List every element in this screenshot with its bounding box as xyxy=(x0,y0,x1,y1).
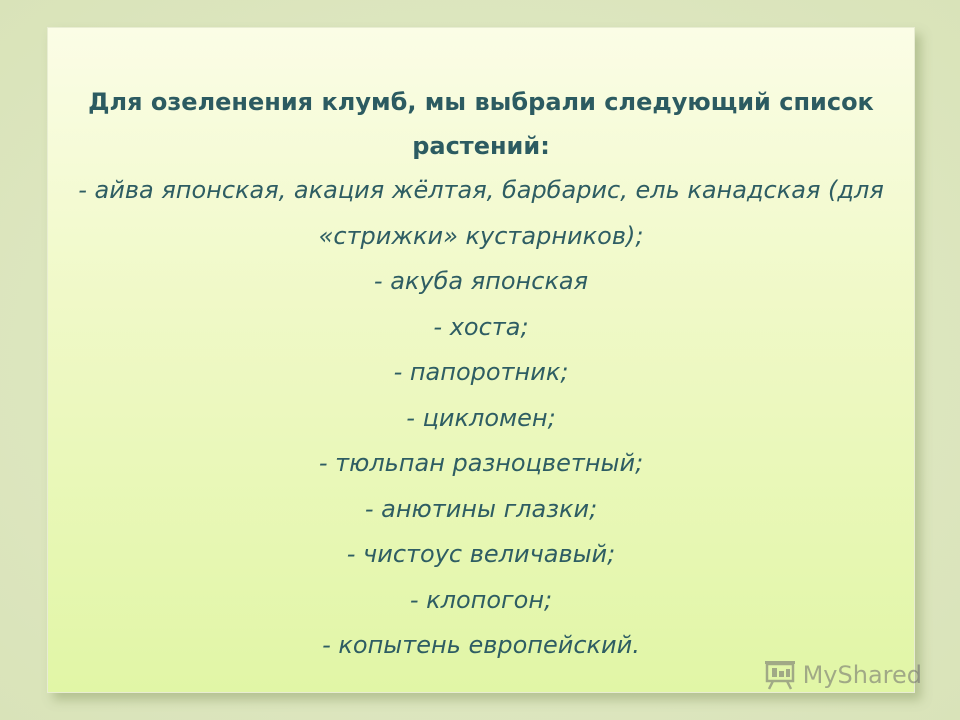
plant-list-item: - анютины глазки; xyxy=(364,494,598,523)
watermark-text: MyShared xyxy=(802,661,922,689)
watermark-logo xyxy=(763,660,922,690)
content-card xyxy=(47,27,915,693)
plant-list-item: - клопогон; xyxy=(409,585,553,614)
plant-list-item: - цикломен; xyxy=(406,403,556,432)
slide-heading: Для озеленения клумб, мы выбрали следующий список растений: xyxy=(88,88,874,160)
plant-list-item: - акуба японская xyxy=(373,267,589,295)
plant-list-item: - айва японская, акация жёлтая, барбарис, ель канадская (для «стрижки» кустарников); xyxy=(78,176,884,250)
slide-content xyxy=(48,80,914,669)
projector-screen-icon xyxy=(763,660,797,690)
plant-list-item: - папоротник; xyxy=(393,358,569,386)
plant-list-item: - хоста; xyxy=(433,312,529,341)
plant-list xyxy=(48,168,914,669)
plant-list-item: - копытень европейский. xyxy=(322,631,640,659)
plant-list-item: - тюльпан разноцветный; xyxy=(318,449,644,477)
plant-list-item: - чистоус величавый; xyxy=(346,540,616,568)
